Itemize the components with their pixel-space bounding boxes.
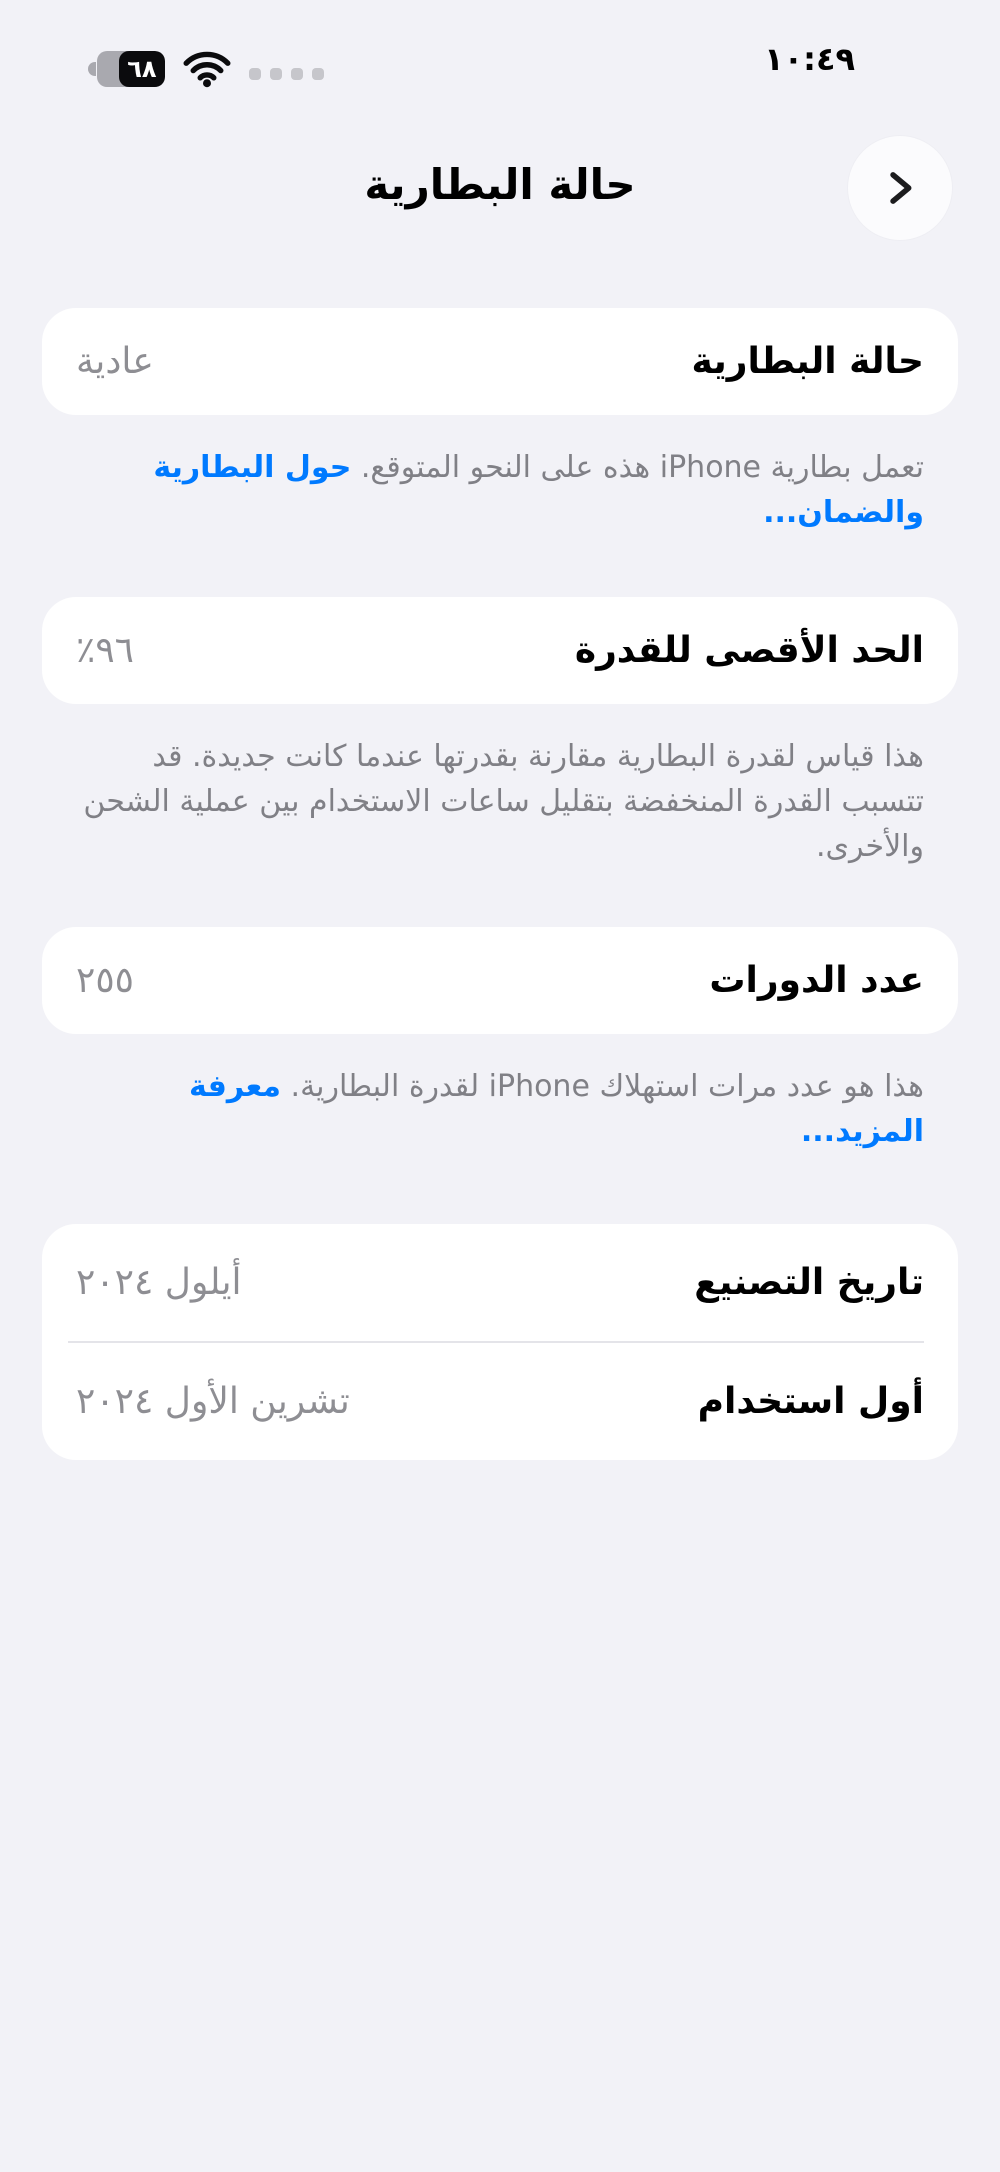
battery-health-footer	[76, 445, 924, 535]
battery-health-card	[42, 308, 958, 415]
cycle-count-label: عدد الدورات	[709, 960, 924, 1001]
battery-health-row	[42, 308, 958, 415]
cellular-signal-icon	[249, 68, 324, 80]
page-title: حالة البطارية	[364, 160, 636, 209]
about-battery-warranty-link[interactable]: حول البطارية والضمان...	[153, 450, 924, 530]
max-capacity-footer	[76, 734, 924, 869]
first-use-row	[42, 1343, 958, 1460]
manufacture-date-value: أيلول ٢٠٢٤	[76, 1262, 242, 1303]
first-use-label: أول استخدام	[697, 1381, 924, 1422]
chevron-right-icon	[879, 165, 921, 211]
cycle-count-row	[42, 927, 958, 1034]
back-button[interactable]	[848, 136, 952, 240]
battery-cap	[88, 62, 96, 76]
battery-icon	[88, 51, 165, 87]
battery-health-value: عادية	[76, 341, 154, 382]
learn-more-link[interactable]: معرفة المزيد...	[189, 1069, 924, 1149]
battery-health-footer-text: تعمل بطارية iPhone هذه على النحو المتوقع.	[351, 450, 924, 485]
max-capacity-value: ٩٦٪	[76, 630, 135, 671]
manufacture-date-label: تاريخ التصنيع	[694, 1262, 924, 1303]
max-capacity-label: الحد الأقصى للقدرة	[574, 630, 924, 671]
cycle-count-footer-text: هذا هو عدد مرات استهلاك iPhone لقدرة البطارية.	[281, 1069, 924, 1104]
max-capacity-row	[42, 597, 958, 704]
battery-dates-card	[42, 1224, 958, 1460]
cycle-count-value: ٢٥٥	[76, 960, 135, 1001]
cycle-count-footer	[76, 1064, 924, 1154]
max-capacity-card	[42, 597, 958, 704]
status-icons	[88, 50, 324, 88]
max-capacity-footer-text: هذا قياس لقدرة البطارية مقارنة بقدرتها عندما كانت جديدة. قد تتسبب القدرة المنخفضة بتقليل ساعات الاستخدام بين عملية الشحن والأخرى.	[83, 739, 924, 864]
status-time: ١٠:٤٩	[764, 40, 855, 78]
wifi-icon	[183, 50, 231, 88]
content	[42, 308, 958, 1460]
first-use-value: تشرين الأول ٢٠٢٤	[76, 1381, 350, 1422]
manufacture-date-row	[42, 1224, 958, 1341]
battery-percent: ٦٨	[127, 55, 157, 83]
cycle-count-card	[42, 927, 958, 1034]
battery-health-label: حالة البطارية	[691, 341, 924, 382]
